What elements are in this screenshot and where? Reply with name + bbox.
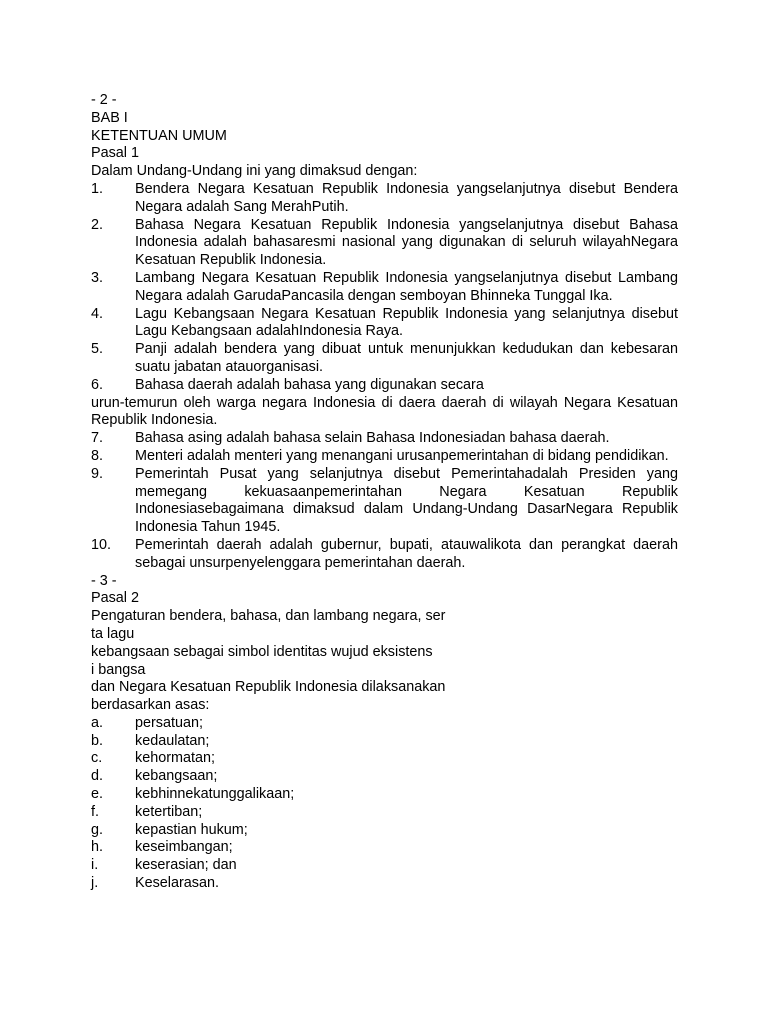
item-letter: i. [91, 857, 99, 874]
principle-item [91, 839, 678, 857]
definition-item [91, 430, 678, 448]
principle-item [91, 750, 678, 768]
principle-item [91, 786, 678, 804]
definition-item [91, 377, 678, 395]
pasal-1-intro: Dalam Undang-Undang ini yang dimaksud dengan: [91, 163, 418, 180]
definition-item [91, 306, 678, 342]
item-text: Bendera Negara Kesatuan Republik Indonesia yangselanjutnya disebut Bendera Negara adalah Sang MerahPutih. [135, 180, 678, 215]
definition-item [91, 181, 678, 217]
item-text: kebangsaan; [135, 768, 218, 785]
item-text: kehormatan; [135, 750, 215, 767]
item-letter: d. [91, 768, 104, 785]
item-number: 9. [91, 465, 104, 482]
item-text: Lagu Kebangsaan Negara Kesatuan Republik Indonesia yang selanjutnya disebut Lagu Kebangsaan adalahIndonesia Raya. [135, 305, 678, 340]
principle-item [91, 822, 678, 840]
item-number: 10. [91, 536, 112, 553]
item-number: 1. [91, 180, 104, 197]
chapter-label: BAB I [91, 109, 128, 126]
item-letter: g. [91, 821, 104, 838]
principle-item [91, 857, 678, 875]
item-text: kepastian hukum; [135, 821, 248, 838]
item-number: 5. [91, 341, 104, 358]
principle-item [91, 715, 678, 733]
pasal-2-intro-line: kebangsaan sebagai simbol identitas wujud eksistens [91, 643, 433, 660]
item-text: persatuan; [135, 714, 204, 731]
item-letter: h. [91, 839, 104, 856]
pasal-2-intro-line: Pengaturan bendera, bahasa, dan lambang negara, ser [91, 608, 446, 625]
item-text: Menteri adalah menteri yang menangani urusanpemerintahan di bidang pendidikan. [135, 447, 669, 464]
chapter-title: KETENTUAN UMUM [91, 127, 227, 144]
definition-item [91, 341, 678, 377]
item-letter: c. [91, 750, 103, 767]
item-letter: e. [91, 786, 104, 803]
item-letter: f. [91, 803, 99, 820]
definition-item [91, 448, 678, 466]
item-text: kebhinnekatunggalikaan; [135, 786, 295, 803]
document-text [91, 92, 678, 893]
item-text: Panji adalah bendera yang dibuat untuk menunjukkan kedudukan dan kebesaran suatu jabatan atauorganisasi. [135, 341, 678, 375]
item-text: Bahasa Negara Kesatuan Republik Indonesia yangselanjutnya disebut Bahasa Indonesia adalah bahasaresmi nasional yang digunakan di seluruh wilayahNegara Kesatuan Republik Indonesia. [135, 216, 678, 269]
definition-item [91, 466, 678, 537]
item-text: Bahasa daerah adalah bahasa yang digunakan secara [135, 376, 484, 393]
item-text: keseimbangan; [135, 839, 233, 856]
pasal-2-intro-line: i bangsa [91, 661, 146, 678]
item-text: ketertiban; [135, 803, 203, 820]
definition-item [91, 217, 678, 270]
item-number: 8. [91, 447, 104, 464]
definition-item [91, 270, 678, 306]
item-number: 4. [91, 305, 104, 322]
item-text: keserasian; dan [135, 857, 237, 874]
pasal-2-intro-line: berdasarkan asas: [91, 697, 210, 714]
principle-item [91, 875, 678, 893]
page-number-marker: - 2 - [91, 92, 117, 108]
page-number-marker: - 3 - [91, 572, 117, 589]
item-number: 6. [91, 376, 104, 393]
item-text: Lambang Negara Kesatuan Republik Indonesia yangselanjutnya disebut Lambang Negara adalah GarudaPancasila dengan semboyan Bhinneka Tunggal Ika. [135, 269, 678, 304]
item-6-continuation: urun-temurun oleh warga negara Indonesia di daera daerah di wilayah Negara Kesatuan Republik Indonesia. [91, 394, 678, 429]
item-number: 3. [91, 269, 104, 286]
item-text: Bahasa asing adalah bahasa selain Bahasa Indonesiadan bahasa daerah. [135, 430, 610, 447]
item-text: Pemerintah daerah adalah gubernur, bupati, atauwalikota dan perangkat daerah sebagai unsurpenyelenggara pemerintahan daerah. [135, 536, 678, 571]
item-number: 2. [91, 216, 104, 233]
item-text: Keselarasan. [135, 875, 219, 892]
pasal-2-intro-line: ta lagu [91, 625, 135, 642]
item-letter: b. [91, 732, 104, 749]
pasal-2-title: Pasal 2 [91, 590, 139, 607]
item-text: kedaulatan; [135, 732, 210, 749]
item-number: 7. [91, 430, 104, 447]
principle-item [91, 768, 678, 786]
definition-item [91, 537, 678, 573]
item-letter: a. [91, 714, 104, 731]
pasal-2-intro-line: dan Negara Kesatuan Republik Indonesia dilaksanakan [91, 679, 446, 696]
pasal-1-title: Pasal 1 [91, 145, 139, 162]
item-text: Pemerintah Pusat yang selanjutnya disebut Pemerintahadalah Presiden yang memegang kekuasaanpemerintahan Negara Kesatuan Republik Indonesiasebagaimana dimaksud dalam Undang-Undang DasarNegara Republik Indonesia Tahun 1945. [135, 465, 678, 536]
item-letter: j. [91, 875, 99, 892]
principle-item [91, 733, 678, 751]
principle-item [91, 804, 678, 822]
